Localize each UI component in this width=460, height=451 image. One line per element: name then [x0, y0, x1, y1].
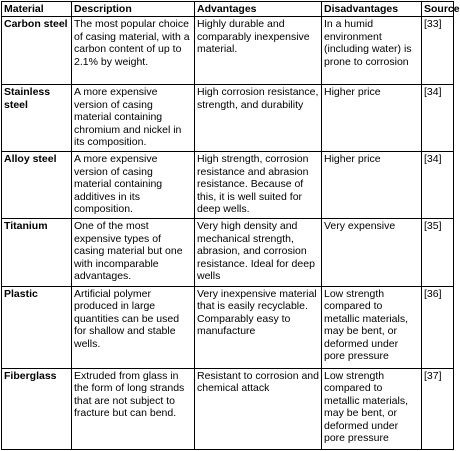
material-cell: Alloy steel [2, 152, 72, 219]
disadvantages-cell: Higher price [322, 85, 422, 152]
table-row [2, 368, 454, 449]
table-row [2, 17, 454, 85]
table-row [2, 219, 454, 286]
table-row [2, 152, 454, 219]
disadvantages-cell: Very expensive [322, 219, 422, 286]
source-cell: [36] [422, 286, 454, 368]
source-cell: [35] [422, 219, 454, 286]
material-cell: Titanium [2, 219, 72, 286]
material-cell: Stainless steel [2, 85, 72, 152]
header-source: Source [422, 2, 454, 17]
description-cell: A more expensive version of casing material containing additives in its composition. [72, 152, 195, 219]
source-cell: [34] [422, 85, 454, 152]
header-disadvantages: Disadvantages [322, 2, 422, 17]
table-row [2, 286, 454, 368]
disadvantages-cell: Low strength compared to metallic materials, may be bent, or deformed under pore pressure [322, 286, 422, 368]
disadvantages-cell: Low strength compared to metallic materials, may be bent, or deformed under pore pressure [322, 368, 422, 449]
header-material: Material [2, 2, 72, 17]
casing-materials-table [1, 1, 460, 450]
description-cell: A more expensive version of casing material containing chromium and nickel in its composition. [72, 85, 195, 152]
disadvantages-cell: In a humid environment (including water) is prone to corrosion [322, 17, 422, 85]
header-description: Description [72, 2, 195, 17]
description-cell: Extruded from glass in the form of long strands that are not subject to fracture but can bend. [72, 368, 195, 449]
advantages-cell: High strength, corrosion resistance and abrasion resistance. Because of this, it is well suited for deep wells. [195, 152, 322, 219]
material-cell: Carbon steel [2, 17, 72, 85]
advantages-cell: Resistant to corrosion and chemical attack [195, 368, 322, 449]
source-cell: [34] [422, 152, 454, 219]
description-cell: The most popular choice of casing material, with a carbon content of up to 2.1% by weight. [72, 17, 195, 85]
material-cell: Fiberglass [2, 368, 72, 449]
source-cell: [33] [422, 17, 454, 85]
material-cell: Plastic [2, 286, 72, 368]
disadvantages-cell: Higher price [322, 152, 422, 219]
advantages-cell: High corrosion resistance, strength, and durability [195, 85, 322, 152]
header-advantages: Advantages [195, 2, 322, 17]
table-header-row [2, 2, 454, 17]
source-cell: [37] [422, 368, 454, 449]
description-cell: One of the most expensive types of casing material but one with incomparable advantages. [72, 219, 195, 286]
table-row [2, 85, 454, 152]
description-cell: Artificial polymer produced in large quantities can be used for shallow and stable wells. [72, 286, 195, 368]
advantages-cell: Very high density and mechanical strength, abrasion, and corrosion resistance. Ideal for deep wells [195, 219, 322, 286]
advantages-cell: Very inexpensive material that is easily recyclable. Comparably easy to manufacture [195, 286, 322, 368]
advantages-cell: Highly durable and comparably inexpensive material. [195, 17, 322, 85]
